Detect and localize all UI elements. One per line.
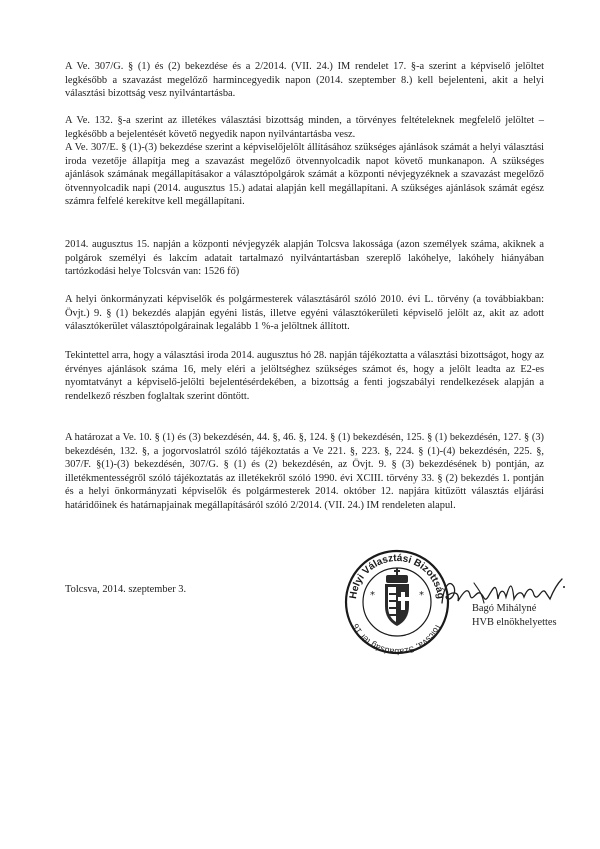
paragraph-registration-rule: A Ve. 132. §-a szerint az illetékes választási bizottság minden, a törvényes feltételeknek megfelelő jelöltet – legkésőbb a bejelentését követő negyedik napon nyilvántartásba vesz.: [65, 115, 544, 140]
svg-text:*: *: [419, 590, 424, 601]
place-and-date: Tolcsva, 2014. szeptember 3.: [65, 584, 187, 595]
svg-text:Tolcsva, Szabadság tér 16: Tolcsva, Szabadság tér 16: [350, 622, 444, 656]
paragraph-legal-basis: A határozat a Ve. 10. § (1) és (3) bekezdésén, 44. §, 46. §, 124. § (1) bekezdésén, 125. § (1) bekezdésén, 127. § (3) bekezdésén, 132. §, a jogorvoslatról szóló tájékoztatás a Ve 221. §, 223. §, 224. § (1)-(4) bekezdésén, 225. §, 307/F. §(1)-(3) bekezdésén, 307/G. § (1) és (2) bekezdésén, az Övjt. 9. § (3) bekezdésének b) pontján, az illetékmentességről szóló tájékoztatás az illetékekről szóló 1990. évi XCIII. törvény 33. § (2) bekezdés 1. pontján és a helyi önkormányzati képviselők és polgármesterek 2014. október 12. napjára kitűzött választás eljárási határidőinek és határnapjainak megállapításáról szóló 2/2014. (VII. 24.) IM rendeleten alapul.: [65, 432, 544, 511]
paragraph-decision-reasoning: Tekintettel arra, hogy a választási iroda 2014. augusztus hó 28. napján tájékoztatta a választási bizottságot, hogy az érvényes ajánlások száma 16, mely eléri a jelöltséghez szükséges számot és, hogy a jelölt leadta az E2-es nyomtatványt a képviselő-jelölti bejelentésérdekében, a bizottság a fenti jogszabályi rendelkezések alapján a rendelkező részben foglaltak szerint döntött.: [65, 350, 544, 402]
coat-of-arms-icon: [385, 568, 409, 626]
signer-name: Bagó Mihályné: [472, 603, 537, 614]
paragraph-required-nominations: A Ve. 307/E. § (1)-(3) bekezdése szerint a képviselőjelölt állításához szükséges ajánlások számát a helyi választási iroda vezetője állapítja meg a szavazást megelőző ötvennyolcadik napot követő munkanapon. A szükséges ajánlások számának megállapításakor a választópolgárok számát a központi névjegyzéknek a szavazást megelőző ötvennyolcadik napi (2014. augusztus 15.) adatai alapján kell megállapítani. A szükséges ajánlások számát egész számra felfelé kerekítve kell megállapítani.: [65, 142, 544, 208]
svg-text:Helyi Választási Bizottság: Helyi Választási Bizottság: [348, 552, 446, 600]
paragraph-candidate-definition: A helyi önkormányzati képviselők és polgármesterek választásáról szóló 2010. évi L. törvény (a továbbiakban: Övjt.) 9. § (1) bekezdés alapján egyéni listás, illetve egyéni választókerületi képviselő jelölt az, akit az adott választókerület választópolgárainak legalább 1 %-a jelöltnek állított.: [65, 294, 544, 333]
signer-role: HVB elnökhelyettes: [472, 617, 557, 628]
paragraph-candidate-registration-deadline: A Ve. 307/G. § (1) és (2) bekezdése és a 2/2014. (VII. 24.) IM rendelet 17. §-a szerint a képviselő jelöltet legkésőbb a szavazást megelőző harmincegyedik napon (2014. szeptember 8.) kell bejelenteni, akit a helyi választási bizottság vesz nyilvántartásba.: [65, 61, 544, 100]
paragraph-population-count: 2014. augusztus 15. napján a központi névjegyzék alapján Tolcsva lakossága (azon személyek száma, akiknek a polgárok személyi és lakcím adatait tartalmazó nyilvántartásban szereplő lakóhelye, lakóhely hiányában tartózkodási helye Tolcsván van: 1526 fő): [65, 239, 544, 278]
svg-text:*: *: [370, 590, 375, 601]
official-stamp-seal: [343, 548, 451, 656]
